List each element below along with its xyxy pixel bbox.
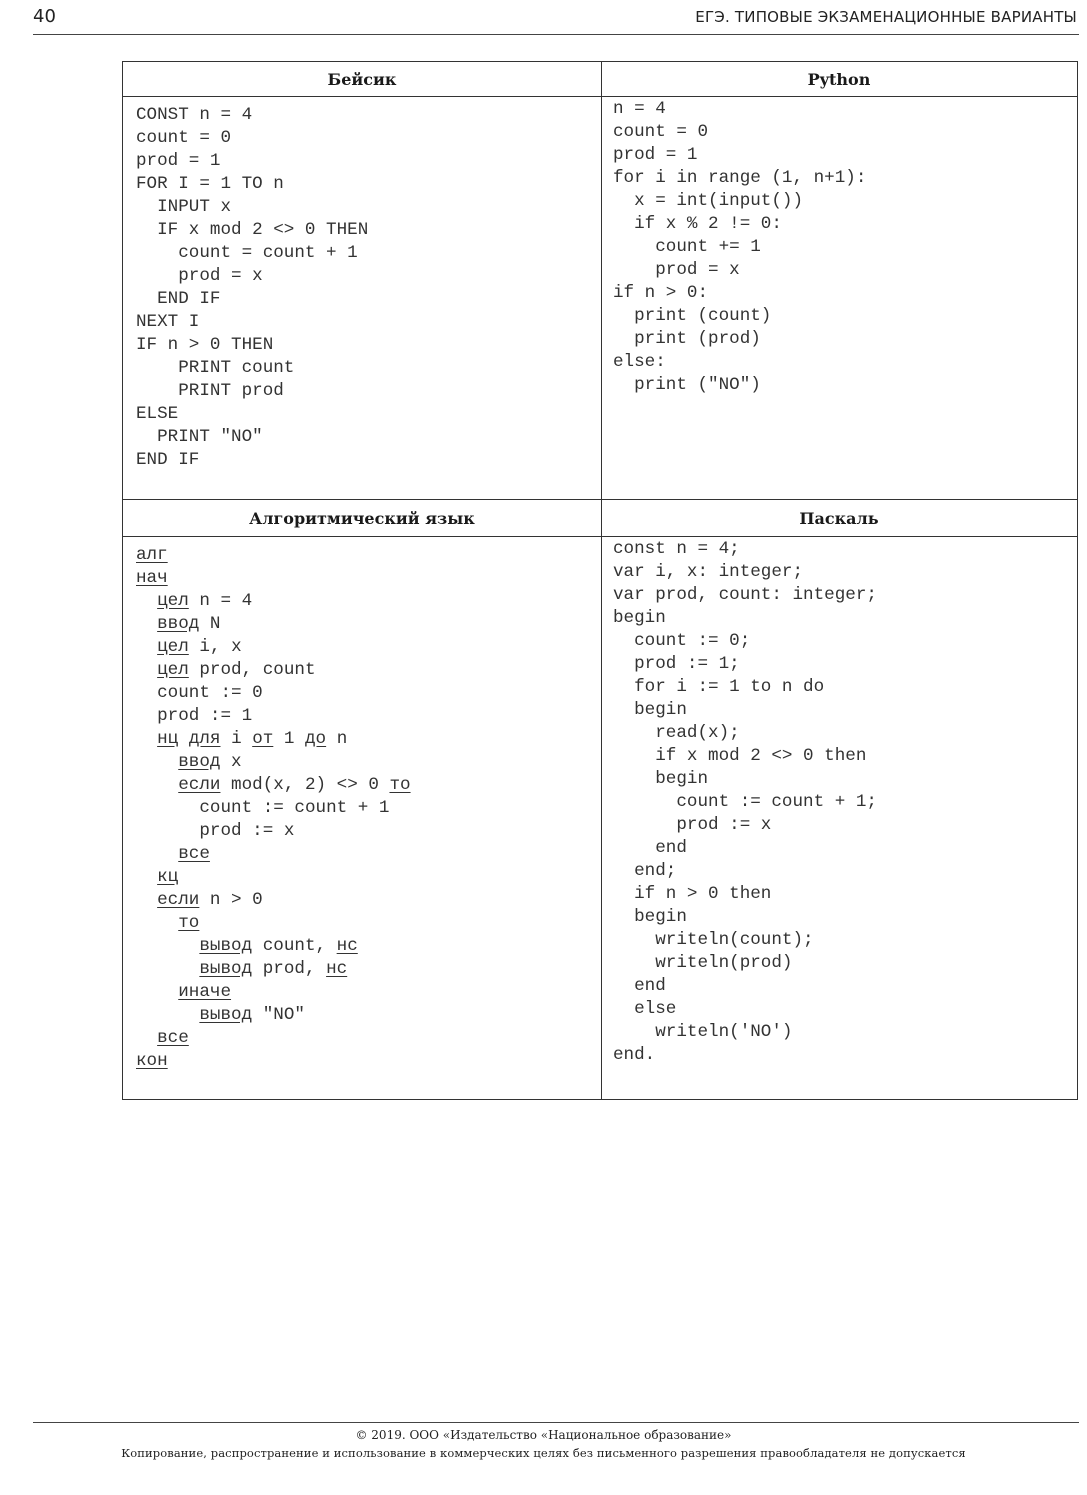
code-line: PRINT count xyxy=(136,358,295,378)
basic-title: Бейсик xyxy=(327,69,397,89)
code-line: count := count + 1; xyxy=(613,792,877,812)
python-code xyxy=(613,98,866,397)
code-table xyxy=(122,61,1078,1100)
code-line: if x mod 2 <> 0 then xyxy=(613,746,867,766)
code-line: end xyxy=(613,838,687,858)
code-line: ввод N xyxy=(157,614,221,634)
code-line: prod := x xyxy=(199,821,295,841)
footer-rule xyxy=(33,1422,1079,1423)
code-line: end. xyxy=(613,1045,656,1065)
code-line: prod := 1; xyxy=(613,654,740,674)
code-line: const n = 4; xyxy=(613,539,740,559)
code-line: prod := 1 xyxy=(157,706,253,726)
code-line: NEXT I xyxy=(136,312,200,332)
code-line: writeln(prod) xyxy=(613,953,793,973)
code-line: var i, x: integer; xyxy=(613,562,804,582)
code-line: if n > 0: xyxy=(613,283,709,303)
code-line: FOR I = 1 TO n xyxy=(136,174,284,194)
code-line: нач xyxy=(136,568,168,588)
code-line: for i in range (1, n+1): xyxy=(613,168,867,188)
code-line: PRINT "NO" xyxy=(136,427,263,447)
code-line: n = 4 xyxy=(613,99,666,119)
code-line: begin xyxy=(613,769,709,789)
code-line: prod = 1 xyxy=(136,151,221,171)
code-line: else: xyxy=(613,352,666,372)
code-line: begin xyxy=(613,907,687,927)
code-line: count = 0 xyxy=(613,122,709,142)
footer-copyright: © 2019. ООО «Издательство «Национальное образование» xyxy=(355,1428,732,1442)
code-line: вывод "NO" xyxy=(199,1005,305,1025)
code-line: print (count) xyxy=(613,306,772,326)
code-line: нц для i от 1 до n xyxy=(157,729,348,749)
code-line: иначе xyxy=(178,982,232,1002)
code-line: count := 0 xyxy=(157,683,263,703)
code-line: prod = 1 xyxy=(613,145,698,165)
code-line: begin xyxy=(613,700,687,720)
code-line: IF n > 0 THEN xyxy=(136,335,274,355)
code-line: writeln('NO') xyxy=(613,1022,793,1042)
code-line: ELSE xyxy=(136,404,179,424)
code-line: вывод count, нс xyxy=(199,936,358,956)
pascal-code xyxy=(613,538,877,1067)
code-line: end xyxy=(613,976,666,996)
code-line: count := count + 1 xyxy=(199,798,390,818)
code-line: writeln(count); xyxy=(613,930,814,950)
code-line: все xyxy=(157,1028,189,1048)
code-line: print (prod) xyxy=(613,329,761,349)
code-line: begin xyxy=(613,608,666,628)
code-line: count += 1 xyxy=(613,237,761,257)
code-line: if x % 2 != 0: xyxy=(613,214,782,234)
code-line: else xyxy=(613,999,677,1019)
code-line: INPUT x xyxy=(136,197,232,217)
code-line: end; xyxy=(613,861,677,881)
pascal-title: Паскаль xyxy=(799,508,879,528)
code-line: вывод prod, нс xyxy=(199,959,348,979)
code-line: ввод x xyxy=(178,752,242,772)
code-line: кц xyxy=(157,867,179,887)
code-line: print ("NO") xyxy=(613,375,761,395)
column-divider xyxy=(601,62,602,1099)
code-line: если n > 0 xyxy=(157,890,263,910)
header-rule-bottom xyxy=(123,536,1077,537)
code-line: prod := x xyxy=(613,815,772,835)
code-line: цел n = 4 xyxy=(157,591,253,611)
code-line: if n > 0 then xyxy=(613,884,772,904)
code-line: count = count + 1 xyxy=(136,243,358,263)
code-line: x = int(input()) xyxy=(613,191,804,211)
header-rule-top xyxy=(123,96,1077,97)
code-line: алг xyxy=(136,545,168,565)
code-line: END IF xyxy=(136,289,221,309)
code-line: count = 0 xyxy=(136,128,232,148)
code-line: цел i, x xyxy=(157,637,242,657)
code-line: PRINT prod xyxy=(136,381,284,401)
code-line: все xyxy=(178,844,210,864)
basic-code xyxy=(136,104,368,472)
code-line: CONST n = 4 xyxy=(136,105,253,125)
running-title: ЕГЭ. ТИПОВЫЕ ЭКЗАМЕНАЦИОННЫЕ ВАРИАНТЫ xyxy=(695,8,1077,26)
code-line: prod = x xyxy=(613,260,740,280)
algorithmic-title: Алгоритмический язык xyxy=(249,508,475,528)
code-line: если mod(x, 2) <> 0 то xyxy=(178,775,411,795)
python-title: Python xyxy=(807,69,871,89)
code-line: count := 0; xyxy=(613,631,751,651)
code-line: var prod, count: integer; xyxy=(613,585,877,605)
code-line: кон xyxy=(136,1051,168,1071)
code-line: for i := 1 to n do xyxy=(613,677,825,697)
page-header xyxy=(33,0,1079,35)
code-line: цел prod, count xyxy=(157,660,316,680)
code-line: то xyxy=(178,913,200,933)
code-line: END IF xyxy=(136,450,200,470)
algorithmic-code xyxy=(136,544,411,1073)
footer-notice: Копирование, распространение и использование в коммерческих целях без письменного разрешения правообладателя не допускается xyxy=(121,1446,966,1460)
code-line: prod = x xyxy=(136,266,263,286)
page-number: 40 xyxy=(33,6,56,27)
code-line: read(x); xyxy=(613,723,740,743)
section-divider xyxy=(123,499,1077,500)
code-line: IF x mod 2 <> 0 THEN xyxy=(136,220,369,240)
